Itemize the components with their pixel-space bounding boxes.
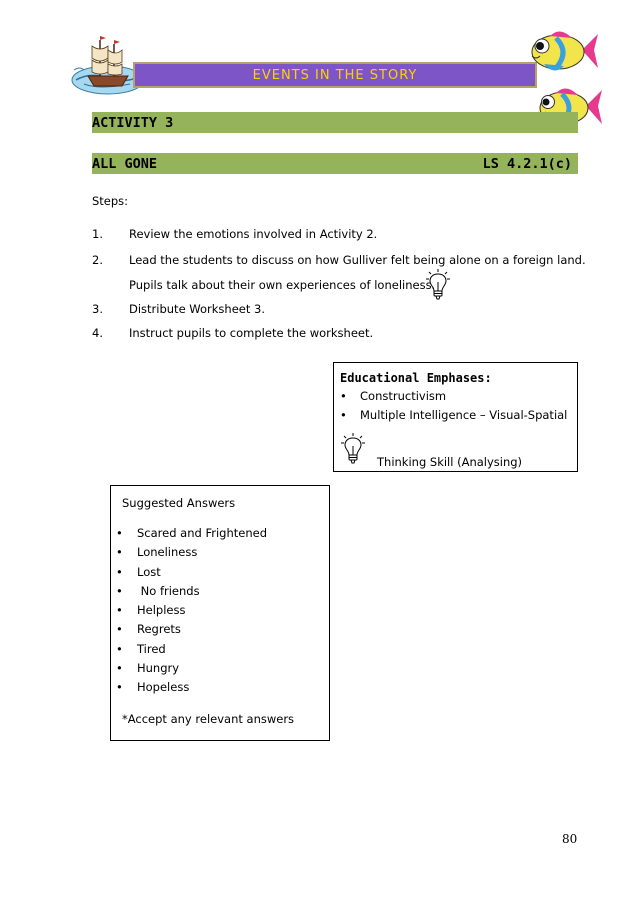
- answers-note: *Accept any relevant answers: [122, 712, 295, 726]
- answer-text: Loneliness: [137, 545, 198, 560]
- list-item: [116, 620, 267, 639]
- list-item: [116, 659, 267, 678]
- step-number: 4.: [92, 326, 103, 340]
- emphases-item-text: Constructivism: [360, 389, 447, 403]
- step-text-continuation: Pupils talk about their own experiences of loneliness.: [129, 278, 436, 292]
- bullet-icon: •: [116, 661, 123, 676]
- emphases-item-text: Multiple Intelligence – Visual-Spatial: [360, 408, 568, 422]
- activity-label-bar: [92, 112, 578, 133]
- activity-label: ACTIVITY 3: [92, 114, 174, 131]
- bullet-icon: •: [116, 680, 123, 695]
- list-item: [116, 582, 267, 601]
- page-number: 80: [562, 832, 578, 846]
- header-banner: [133, 62, 537, 88]
- lightbulb-icon: [341, 432, 365, 464]
- answer-text: Tired: [137, 641, 166, 656]
- answer-text: Hungry: [137, 661, 180, 676]
- list-item: [116, 640, 267, 659]
- bullet-icon: •: [340, 389, 347, 403]
- bullet-icon: •: [116, 583, 123, 598]
- step-text: Distribute Worksheet 3.: [129, 302, 265, 316]
- step-number: 2.: [92, 253, 103, 267]
- bullet-icon: •: [116, 545, 123, 560]
- bullet-icon: •: [116, 622, 123, 637]
- answers-title: Suggested Answers: [122, 496, 236, 510]
- list-item: [116, 601, 267, 620]
- list-item: [116, 678, 267, 697]
- answers-list: [116, 524, 267, 698]
- steps-heading: Steps:: [92, 194, 129, 208]
- list-item: [116, 524, 267, 543]
- bullet-icon: •: [116, 526, 123, 540]
- thinking-skill: Thinking Skill (Analysing): [377, 455, 523, 469]
- answer-text: Lost: [137, 564, 161, 579]
- bullet-icon: •: [340, 408, 347, 422]
- fish-illustration: [520, 22, 600, 78]
- step-number: 1.: [92, 227, 103, 241]
- step-text: Review the emotions involved in Activity 2.: [129, 227, 378, 241]
- emphases-title: Educational Emphases:: [340, 371, 492, 385]
- learning-standard-code: LS 4.2.1(c): [482, 155, 572, 172]
- bullet-icon: •: [116, 564, 123, 579]
- answer-text: Regrets: [137, 622, 181, 637]
- list-item: [116, 563, 267, 582]
- emphases-item: [340, 389, 446, 403]
- emphases-item: [340, 408, 567, 422]
- bullet-icon: •: [116, 603, 123, 618]
- activity-title-bar: [92, 153, 578, 174]
- educational-emphases-box: [333, 362, 578, 472]
- answer-text: Hopeless: [137, 680, 190, 695]
- suggested-answers-box: [110, 485, 330, 741]
- list-item: [116, 543, 267, 562]
- answer-text: No friends: [137, 583, 200, 598]
- step-text: Lead the students to discuss on how Gulliver felt being alone on a foreign land.: [129, 253, 586, 267]
- activity-title: ALL GONE: [92, 155, 158, 172]
- lightbulb-icon: [426, 268, 450, 300]
- answer-text: Helpless: [137, 603, 186, 618]
- bullet-icon: •: [116, 641, 123, 656]
- page-header-title: EVENTS IN THE STORY: [252, 67, 418, 83]
- step-number: 3.: [92, 302, 103, 316]
- step-text: Instruct pupils to complete the worksheet.: [129, 326, 374, 340]
- answer-text: Scared and Frightened: [137, 526, 268, 540]
